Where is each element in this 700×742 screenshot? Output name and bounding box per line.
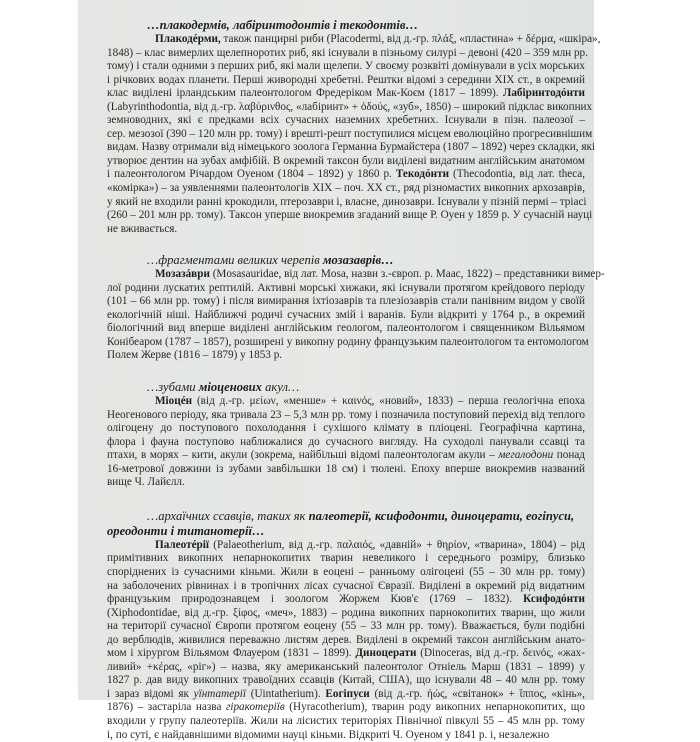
line-text: (101 – 66 млн рр. тому) і після вимирання іхтіозаврів та плезіозаврів стали панівним видом у своїй: [107, 295, 585, 308]
text-line: [107, 701, 585, 715]
text-line: [107, 223, 585, 237]
line-text: ливий» +κέρας, «ріг») – назва, яку американський палеонтолог Отніель Марш (1831 – 1899) у: [107, 660, 585, 673]
line-text: сер. мезозої (390 – 120 млн рр. тому) і врешті-решт поступилися місцем еволюційно прогресивнішим: [107, 127, 593, 140]
line-text: французьким природознавцем і зоологом Жоржем Кюв'є (1769 – 1832).: [107, 593, 513, 606]
line-text: Конібеаром (1787 – 1857), розширені у викопну родину французьким палеонтологом та ентомологом: [107, 335, 589, 348]
line-text: у який не входили ранні крокодили, птерозаври і, власне, динозаври. Існували у пізній пермі – тріасі: [107, 195, 587, 208]
text-line: [107, 566, 585, 580]
line-text: (Uintatherium).: [245, 687, 321, 700]
text-line: [107, 409, 585, 423]
text-line: [107, 476, 585, 490]
text-line: [107, 33, 601, 47]
section-heading: [107, 253, 585, 268]
section-heading: [107, 380, 585, 395]
line-text: (Dinoceras, від д.-гр. δεινός, «жах-: [416, 647, 585, 660]
line-text: флора і фауна поступово наближалися до сучасного вигляду. На суходолі панували ссавці та: [107, 435, 585, 448]
line-text: тому) і стали одними з перших риб, які мали щелепи. У своєму розквіті домінували в усіх морських: [107, 60, 585, 73]
line-text: примітивних викопних непарнокопитих тварин невеликого і середнього розміру, близько: [107, 552, 585, 565]
text-line: [107, 268, 605, 282]
text-line: [107, 395, 585, 409]
term-bold: Мозазáври: [155, 268, 210, 281]
line-text: видам. Назву отримали від німецького зоолога Германна Бурмайстера (1807 – 1892) через складки, які: [107, 141, 596, 154]
heading-text: …архаїчних ссавців, таких як: [147, 508, 309, 523]
line-text: і зараз відомі як: [107, 687, 189, 700]
term-bold: Плакодéрми,: [155, 33, 221, 45]
term-bold: Текодóнти: [391, 168, 450, 181]
text-line: [107, 620, 585, 634]
line-text: також панцирні риби (Placodermi, від д.-гр. πλάξ, «пластина» + δέρμα, «шкіра»,: [220, 33, 601, 45]
term-bold: Еогіпуси: [320, 687, 370, 700]
text-line: [107, 436, 585, 450]
text-line: [107, 100, 593, 115]
text-line: [107, 539, 585, 553]
line-text: входили у групу палеотеріїв. Жили на лісистих територіях Північної півкулі 55 – 45 млн рр. тому: [107, 714, 585, 727]
text-line: [107, 335, 589, 350]
section-spacer: [107, 363, 585, 380]
line-text: лої родини лускатих рептилій. Активні морські хижаки, які існували протягом крейдового періоду: [107, 281, 585, 294]
heading-text: …зубами: [147, 380, 199, 395]
text-line: [107, 634, 585, 648]
heading-bold-text: палеотерії, ксифодонти, диноцерати, еогіпуси,: [308, 508, 575, 523]
section-heading: [107, 509, 585, 524]
section-spacer: [107, 490, 585, 509]
text-line: [107, 46, 588, 61]
line-text: птахи, в морях – кити, акули (зокрема, найбільші відомі палеонтологам акули –: [107, 449, 495, 462]
line-text: клас виділені ірландським палеонтологом Фредеріком Мак-Коєм (1817 – 1899).: [107, 87, 499, 100]
text-line: [107, 295, 585, 309]
line-text: (Palaeotherium, від д.-гр. παλαιός, «давній» + θηρίον, «тварина», 1804) – рід: [208, 538, 585, 551]
line-text: Неогенового періоду, яка тривала 23 – 5,3 млн рр. тому і позначила поступовий перехід від теплого: [107, 408, 585, 421]
line-text: (260 – 201 млн рр. тому). Таксон уперше виокремив згаданий вище Р. Оуен у 1859 р. У сучасній науці: [107, 209, 593, 222]
line-text: 16-метрової довжини із зубами завбільшки 18 см) і тюлені. Епоху вперше виокремив названий: [107, 462, 585, 475]
text-line: [107, 141, 596, 155]
line-text: до верблюдів, живилися переважно листям дерев. Виділені в окремий таксон англійським анато-: [107, 633, 585, 646]
line-text: земноводних, які є предками всіх сучасних наземних хребетних. Існували в пізн. палеозої –: [107, 114, 585, 127]
text-line: [107, 449, 585, 463]
line-text: біологічний вид вперше виділені англійським геологом, палеонтологом і священником Вільямом: [107, 322, 585, 335]
line-text: 1848) – клас вимерлих щелепноротих риб, які існували в пізньому силурі – девоні (420 – 359 млн рр.: [107, 46, 588, 59]
line-text: (Xiphodontidae, від д.-гр. ξίφος, «меч», 1883) – родина викопних парнокопитих тварин, що жили: [107, 606, 585, 619]
line-text: 1827 р. дав виду викопних травоїдних ссавців (Китай, США), що існували 48 – 40 млн рр. тому: [107, 674, 585, 687]
text-line: [107, 647, 585, 661]
line-text: і річкових водах планети. Перші живородні хребетні. Рештки відомі з середини XIX ст., в окремий: [107, 73, 585, 86]
line-text: споріднених із сучасними кіньми. Жили в еоцені – ранньому олігоцені (55 – 30 млн рр. тому): [107, 565, 585, 578]
term-italic: гіракотеріїв: [221, 701, 285, 714]
line-text: вище Ч. Лайєлл.: [107, 476, 185, 489]
line-text: олігоцену до поступового похолодання і сухішого клімату в пліоцені. Географічна картина,: [107, 422, 585, 435]
term-bold: Ксифодóнти: [512, 593, 585, 606]
text-line: [107, 715, 585, 729]
heading-bold-text: мозазаврів…: [322, 253, 394, 268]
text-line: [107, 168, 585, 182]
line-text: понад: [553, 449, 586, 462]
text-line: [107, 593, 585, 607]
line-text: і, по суті, є найдавнішими відомими науці кіньми. Відкриті Ч. Оуеном у 1841 р. і, незалежно: [107, 728, 550, 741]
text-line: [107, 552, 585, 566]
text-line: [107, 196, 585, 210]
term-bold: Лабіринтодóнти: [498, 87, 585, 100]
text-line: [107, 422, 585, 436]
text-line: [107, 282, 585, 296]
term-bold: Палеотéрії: [155, 538, 209, 551]
line-text: утворює дентин на зубах амфібій. В окремий таксон були виділені видатним англійським анатомом: [107, 154, 585, 167]
text-line: [107, 309, 585, 323]
heading-text: …фрагментами великих черепів: [147, 253, 323, 268]
text-line: [107, 674, 585, 688]
line-text: і палеонтологом Річардом Оуеном (1804 – 1892) у 1860 р.: [107, 168, 392, 181]
term-italic: мегалодони: [494, 449, 554, 462]
term-italic: уїнтатерії: [188, 687, 246, 700]
line-text: «комірка») – за уявленнями палеонтологів XIX – поч. XX ст., ряд різномастих викопних архозаврів,: [107, 182, 585, 195]
text-line: [107, 580, 585, 594]
text-line: [107, 729, 585, 742]
text-line: [107, 463, 585, 477]
line-text: (Mosasauridae, від лат. Mosa, назви з.-європ. р. Маас, 1822) – представники вимер-: [209, 268, 605, 281]
heading-bold-text: міоценових: [198, 380, 262, 395]
text-line: [107, 349, 585, 363]
line-text: Полем Жерве (1816 – 1879) у 1853 р.: [107, 349, 283, 362]
heading-text: акул…: [261, 380, 300, 395]
text-line: [107, 182, 585, 196]
text-line: [107, 87, 585, 101]
text-line: [107, 661, 585, 675]
line-text: (Labyrinthodontia, від д.-гр. λαβύρινθος, «лабіринт» + ὀδούς, «зуб», 1850) – широкий підклас викопних: [107, 100, 593, 113]
heading-bold-text: ореодонти і титанотерії…: [107, 523, 265, 538]
line-text: (Hyracotherium), тварин роду викопних непарнокопитих, що: [284, 701, 586, 714]
text-line: [107, 114, 585, 128]
line-text: (від д.-гр. μείων, «менше» + καινός, «новий», 1833) – перша геологічна епоха: [192, 395, 585, 408]
text-line: [107, 127, 593, 142]
section-spacer: [107, 236, 585, 253]
text-line: [107, 155, 585, 169]
line-text: на території сучасної Європи протягом еоцену (55 – 33 млн рр. тому). Вважається, були подібні: [107, 620, 585, 633]
document-body: [107, 18, 605, 742]
text-line: [107, 688, 585, 702]
text-line: [107, 74, 585, 88]
line-text: на заболочених рівнинах і в тропічних лісах сучасної Євразії. Виділені в окремий рід видатним: [107, 579, 585, 592]
term-bold: Міоцéн: [155, 395, 193, 408]
section-heading: [107, 18, 585, 33]
section-heading-line2: [107, 524, 585, 539]
text-line: [107, 60, 585, 74]
line-text: мом і хірургом Вільямом Флауером (1831 – 1899).: [107, 647, 352, 660]
line-text: (Thecodontia, від лат. theca,: [449, 168, 585, 181]
line-text: (від д.-гр. ἠώς, «світанок» + ἵππος, «кінь»,: [369, 687, 585, 700]
line-text: 1876) – застаріла назва: [107, 701, 222, 714]
term-bold: Диноцерати: [351, 647, 417, 660]
line-text: не вживається.: [107, 222, 178, 235]
text-line: [107, 322, 585, 336]
text-line: [107, 209, 593, 223]
heading-text: …плакодермів, лабіринтодонтів і текодонтів…: [147, 18, 419, 32]
line-text: екологічній ніші. Найближчі родичі сучасних змій і варанів. Були відкриті у 1764 р., в окремий: [107, 308, 585, 321]
text-line: [107, 607, 585, 621]
